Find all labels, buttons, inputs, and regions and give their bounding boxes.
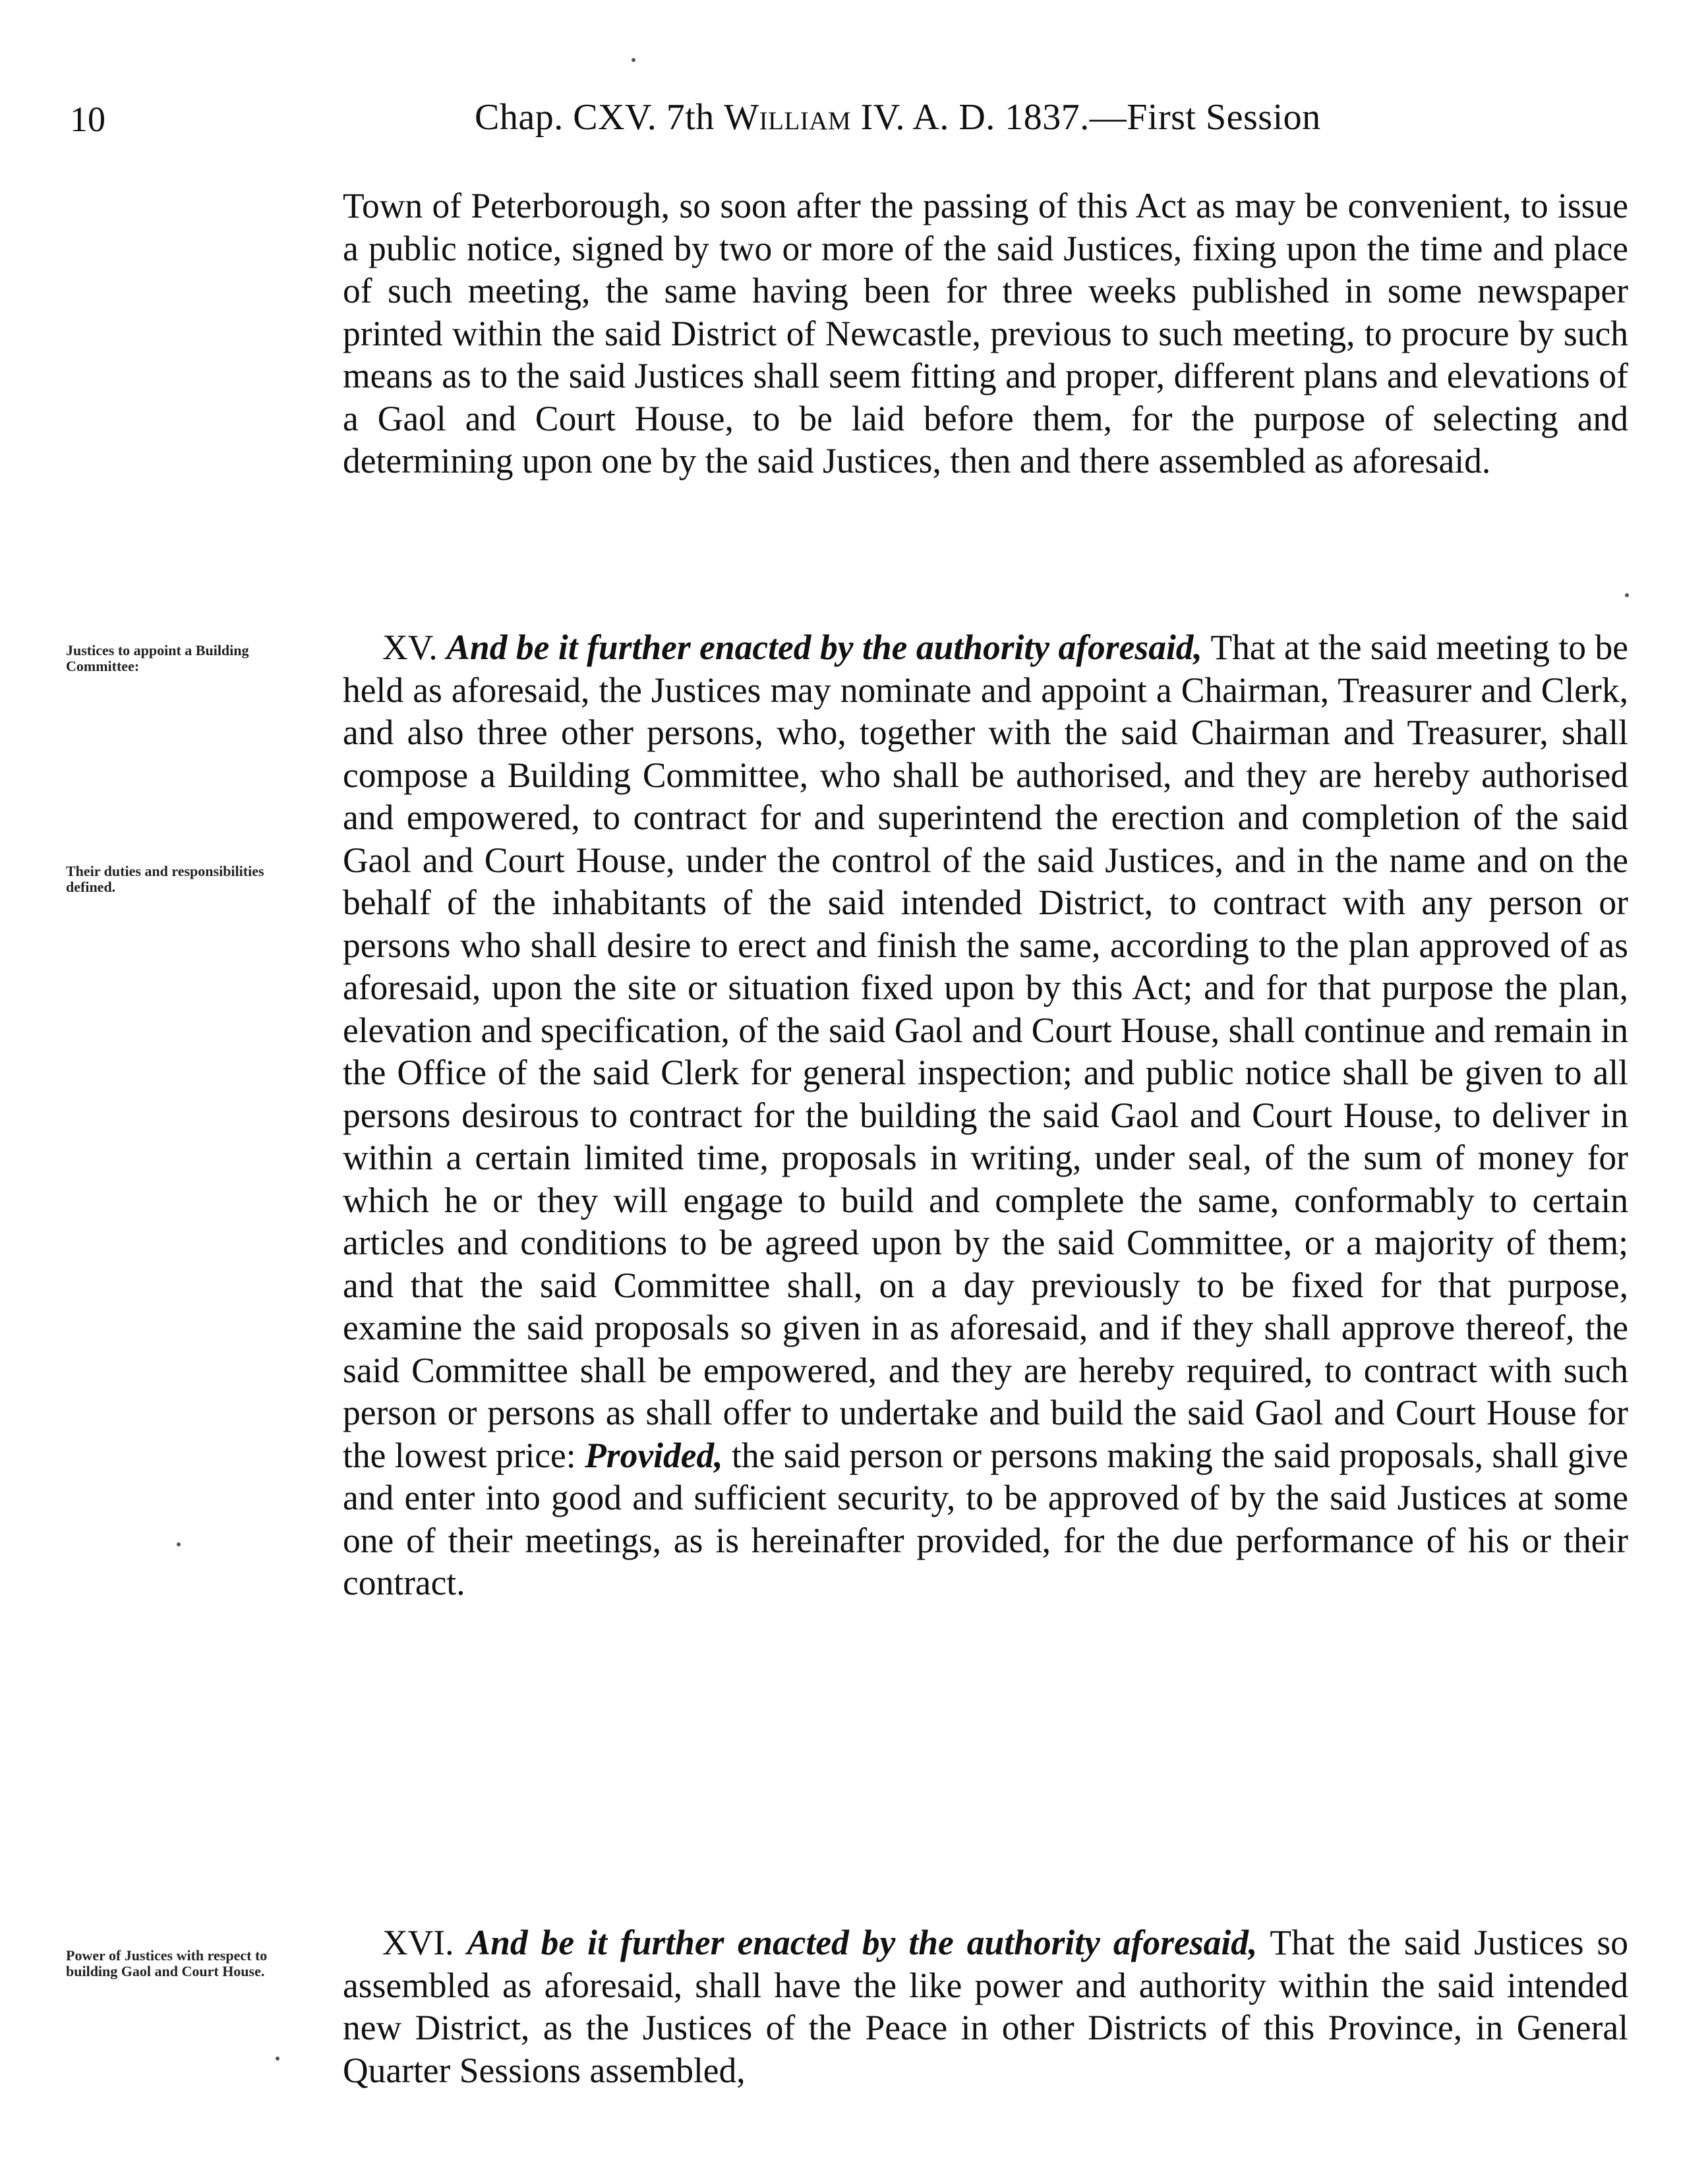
section-text-continued: the said person or persons making the said proposals, shall give and enter into good and sufficient security, to be approved of by the said Justices at some one of their meetings, as is hereinafter provided, for the due performance of his or their contract.	[343, 1435, 1628, 1602]
page-number: 10	[70, 100, 105, 139]
margin-note-power-of-justices: Power of Justices with respect to building Gaol and Court House.	[66, 1947, 268, 1979]
proviso-word: Provided,	[585, 1435, 723, 1475]
section-text: That the said Justices so assembled as aforesaid, shall have the like power and authority within the said intended new District, as the Justices of the Peace in other Districts of this Province, in General Quarter Sessions assembled,	[343, 1923, 1629, 2090]
margin-note-duties: Their duties and responsibilities defined.	[66, 863, 264, 895]
scan-speck	[1625, 593, 1629, 597]
scan-speck	[276, 2057, 280, 2061]
section-number: XVI.	[382, 1923, 467, 1962]
running-head-chapter: Chap. CXV. 7th	[475, 97, 724, 138]
scan-speck	[632, 58, 635, 62]
section-xv	[343, 626, 1628, 1604]
section-text: That at the said meeting to be held as aforesaid, the Justices may nominate and appoint a Chairman, Treasurer and Clerk, and also three other persons, who, together with the said Chairman and Treasurer, shall compose a Building Committee, who shall be authorised, and they are hereby authorised and empowered, to contract for and superintend the erection and completion of the said Gaol and Court House, under the control of the said Justices, and in the name and on the behalf of the inhabitants of the said intended District, to contract with any person or persons who shall desire to erect and finish the same, according to the plan approved of as aforesaid, upon the site or situation fixed upon by this Act; and for that purpose the plan, elevation and specification, of the said Gaol and Court House, shall continue and remain in the Office of the said Clerk for general inspection; and public notice shall be given to all persons desirous to contract for the building the said Gaol and Court House, to deliver in within a certain limited time, proposals in writing, under seal, of the sum of money for which he or they will engage to build and complete the same, conformably to certain articles and conditions to be agreed upon by the said Committee, or a majority of them; and that the said Committee shall, on a day previously to be fixed for that purpose, examine the said proposals so given in as aforesaid, and if they shall approve thereof, the said Committee shall be empowered, and they are hereby required, to contract with such person or persons as shall offer to undertake and build the said Gaol and Court House for the lowest price:	[343, 628, 1628, 1475]
margin-note-building-committee: Justices to appoint a Building Committee:	[66, 642, 249, 674]
section-xvi	[343, 1921, 1628, 2091]
paragraph-text: Town of Peterborough, so soon after the passing of this Act as may be convenient, to issue a public notice, signed by two or more of the said Justices, fixing upon the time and place of such meeting, the same having been for three weeks published in some newspaper printed within the said District of Newcastle, previous to such meeting, to procure by such means as to the said Justices shall seem fitting and proper, different plans and elevations of a Gaol and Court House, to be laid before them, for the purpose of selecting and determining upon one by the said Justices, then and there assembled as aforesaid.	[343, 186, 1628, 481]
paragraph-continued	[343, 185, 1628, 483]
running-head-session: IV. A. D. 1837.—First Session	[851, 97, 1321, 138]
scan-speck	[177, 1542, 181, 1546]
enacting-clause: And be it further enacted by the authority aforesaid,	[446, 628, 1202, 667]
running-head-king: William	[724, 97, 852, 138]
section-number: XV.	[382, 628, 447, 667]
enacting-clause: And be it further enacted by the authority aforesaid,	[467, 1923, 1258, 1962]
running-head	[475, 96, 1321, 138]
